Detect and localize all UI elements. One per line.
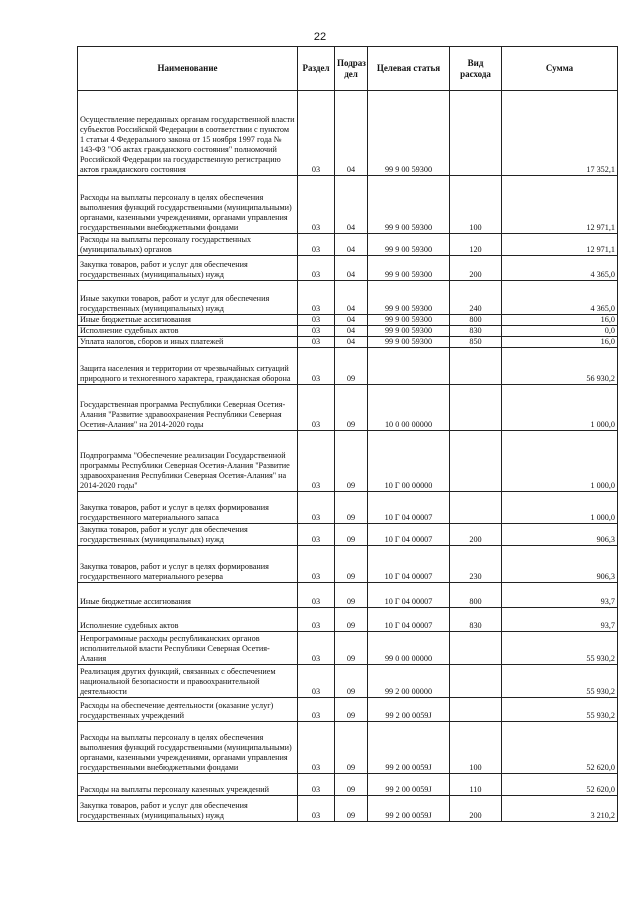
row-name: Реализация других функций, связанных с обеспечением национальной безопасности и правоохранительной деятельности	[78, 665, 298, 698]
row-type	[450, 492, 502, 524]
row-section: 03	[298, 234, 335, 256]
row-target: 99 9 00 59300	[368, 176, 450, 234]
row-target	[368, 348, 450, 385]
row-section: 03	[298, 665, 335, 698]
row-amount: 0,0	[502, 326, 618, 337]
row-subsection: 04	[335, 256, 368, 281]
row-amount: 52 620,0	[502, 774, 618, 796]
budget-table	[77, 46, 618, 822]
row-amount: 52 620,0	[502, 722, 618, 774]
row-amount: 4 365,0	[502, 281, 618, 315]
row-amount: 16,0	[502, 337, 618, 348]
row-section: 03	[298, 632, 335, 665]
row-amount: 12 971,1	[502, 234, 618, 256]
row-target: 99 9 00 59300	[368, 315, 450, 326]
table-row	[78, 665, 618, 698]
row-section: 03	[298, 796, 335, 822]
row-section: 03	[298, 281, 335, 315]
row-type	[450, 385, 502, 431]
row-name: Закупка товаров, работ и услуг для обеспечения государственных (муниципальных) нужд	[78, 524, 298, 546]
header-amount: Сумма	[502, 47, 618, 91]
table-row	[78, 256, 618, 281]
row-amount: 1 000,0	[502, 492, 618, 524]
row-name: Иные закупки товаров, работ и услуг для обеспечения государственных (муниципальных) нужд	[78, 281, 298, 315]
table-row	[78, 608, 618, 632]
row-name: Закупка товаров, работ и услуг для обеспечения государственных (муниципальных) нужд	[78, 256, 298, 281]
row-target: 10 Г 04 00007	[368, 492, 450, 524]
row-section: 03	[298, 91, 335, 176]
row-type: 850	[450, 337, 502, 348]
table-row	[78, 492, 618, 524]
row-name: Расходы на выплаты персоналу казенных учреждений	[78, 774, 298, 796]
row-type: 830	[450, 326, 502, 337]
row-type: 240	[450, 281, 502, 315]
row-section: 03	[298, 583, 335, 608]
row-subsection: 09	[335, 524, 368, 546]
table-row	[78, 431, 618, 492]
row-target: 99 2 00 0059J	[368, 796, 450, 822]
row-subsection: 04	[335, 91, 368, 176]
row-subsection: 09	[335, 385, 368, 431]
row-subsection: 04	[335, 326, 368, 337]
row-amount: 93,7	[502, 583, 618, 608]
table-row	[78, 337, 618, 348]
row-name: Подпрограмма "Обеспечение реализации Государственной программы Республики Северная Осетия-Алания "Развитие здравоохранения Республики Северная Осетия-Алания" на 2014-2020 годы"	[78, 431, 298, 492]
row-target: 99 2 00 0059J	[368, 774, 450, 796]
row-amount: 93,7	[502, 608, 618, 632]
row-target: 99 9 00 59300	[368, 91, 450, 176]
table-row	[78, 698, 618, 722]
row-amount: 12 971,1	[502, 176, 618, 234]
row-name: Осуществление переданных органам государственной власти субъектов Российской Федерации в соответствии с пунктом 1 статьи 4 Федерального закона от 15 ноября 1997 года № 143-ФЗ "Об актах гражданского состояния" полномочий Российской Федерации на государственную регистрацию актов гражданского состояния	[78, 91, 298, 176]
row-type: 100	[450, 176, 502, 234]
row-subsection: 09	[335, 698, 368, 722]
table-row	[78, 281, 618, 315]
row-subsection: 09	[335, 796, 368, 822]
header-subsection: Подраз дел	[335, 47, 368, 91]
row-section: 03	[298, 698, 335, 722]
row-type	[450, 665, 502, 698]
row-target: 99 9 00 59300	[368, 281, 450, 315]
row-name: Расходы на обеспечение деятельности (оказание услуг) государственных учреждений	[78, 698, 298, 722]
header-row	[78, 47, 618, 91]
row-name: Защита населения и территории от чрезвычайных ситуаций природного и техногенного характера, гражданская оборона	[78, 348, 298, 385]
row-section: 03	[298, 315, 335, 326]
row-type: 200	[450, 256, 502, 281]
row-target: 10 Г 04 00007	[368, 608, 450, 632]
table-row	[78, 632, 618, 665]
row-type: 100	[450, 722, 502, 774]
row-subsection: 09	[335, 431, 368, 492]
row-amount: 17 352,1	[502, 91, 618, 176]
row-amount: 16,0	[502, 315, 618, 326]
row-amount: 56 930,2	[502, 348, 618, 385]
row-name: Исполнение судебных актов	[78, 608, 298, 632]
row-name: Расходы на выплаты персоналу в целях обеспечения выполнения функций государственными (муниципальными) органами, казенными учреждениями, органами управления государственными внебюджетными фондами	[78, 722, 298, 774]
row-type: 230	[450, 546, 502, 583]
row-subsection: 09	[335, 348, 368, 385]
row-section: 03	[298, 608, 335, 632]
row-section: 03	[298, 176, 335, 234]
row-type	[450, 348, 502, 385]
row-target: 99 2 00 00000	[368, 665, 450, 698]
row-target: 99 2 00 0059J	[368, 698, 450, 722]
row-amount: 4 365,0	[502, 256, 618, 281]
row-subsection: 04	[335, 315, 368, 326]
row-subsection: 04	[335, 337, 368, 348]
row-subsection: 09	[335, 492, 368, 524]
table-row	[78, 91, 618, 176]
row-name: Непрограммные расходы республиканских органов исполнительной власти Республики Северная Осетия-Алания	[78, 632, 298, 665]
row-name: Расходы на выплаты персоналу в целях обеспечения выполнения функций государственными (муниципальными) органами, казенными учреждениями, органами управления государственными внебюджетными фондами	[78, 176, 298, 234]
row-type: 110	[450, 774, 502, 796]
row-subsection: 04	[335, 281, 368, 315]
row-amount: 55 930,2	[502, 665, 618, 698]
row-type: 200	[450, 796, 502, 822]
table-row	[78, 326, 618, 337]
row-subsection: 09	[335, 546, 368, 583]
row-section: 03	[298, 385, 335, 431]
row-target: 10 Г 04 00007	[368, 583, 450, 608]
table-row	[78, 796, 618, 822]
row-section: 03	[298, 431, 335, 492]
row-amount: 1 000,0	[502, 431, 618, 492]
row-section: 03	[298, 492, 335, 524]
row-subsection: 09	[335, 665, 368, 698]
table-row	[78, 546, 618, 583]
row-name: Закупка товаров, работ и услуг в целях формирования государственного материального резерва	[78, 546, 298, 583]
row-name: Расходы на выплаты персоналу государственных (муниципальных) органов	[78, 234, 298, 256]
row-type	[450, 91, 502, 176]
row-target: 99 9 00 59300	[368, 337, 450, 348]
table-row	[78, 774, 618, 796]
row-section: 03	[298, 546, 335, 583]
row-type: 800	[450, 583, 502, 608]
page-number: 22	[313, 31, 327, 43]
row-type: 830	[450, 608, 502, 632]
header-target: Целевая статья	[368, 47, 450, 91]
row-target: 99 9 00 59300	[368, 256, 450, 281]
row-type: 120	[450, 234, 502, 256]
row-subsection: 09	[335, 632, 368, 665]
row-subsection: 09	[335, 608, 368, 632]
header-type: Вид расхода	[450, 47, 502, 91]
row-amount: 906,3	[502, 524, 618, 546]
row-target: 10 Г 04 00007	[368, 524, 450, 546]
row-name: Закупка товаров, работ и услуг в целях формирования государственного материального запаса	[78, 492, 298, 524]
table-row	[78, 524, 618, 546]
row-type	[450, 431, 502, 492]
row-amount: 906,3	[502, 546, 618, 583]
row-section: 03	[298, 256, 335, 281]
row-amount: 55 930,2	[502, 698, 618, 722]
row-subsection: 04	[335, 234, 368, 256]
row-section: 03	[298, 326, 335, 337]
row-section: 03	[298, 722, 335, 774]
table-row	[78, 234, 618, 256]
row-name: Закупка товаров, работ и услуг для обеспечения государственных (муниципальных) нужд	[78, 796, 298, 822]
row-name: Иные бюджетные ассигнования	[78, 583, 298, 608]
table-row	[78, 348, 618, 385]
row-type: 800	[450, 315, 502, 326]
row-target: 99 0 00 00000	[368, 632, 450, 665]
table-row	[78, 315, 618, 326]
header-section: Раздел	[298, 47, 335, 91]
row-type	[450, 698, 502, 722]
table-row	[78, 385, 618, 431]
row-section: 03	[298, 774, 335, 796]
row-name: Уплата налогов, сборов и иных платежей	[78, 337, 298, 348]
row-subsection: 09	[335, 722, 368, 774]
row-target: 10 Г 04 00007	[368, 546, 450, 583]
table-row	[78, 583, 618, 608]
row-amount: 55 930,2	[502, 632, 618, 665]
row-section: 03	[298, 348, 335, 385]
row-target: 99 2 00 0059J	[368, 722, 450, 774]
header-name: Наименование	[78, 47, 298, 91]
row-target: 10 Г 00 00000	[368, 431, 450, 492]
row-name: Иные бюджетные ассигнования	[78, 315, 298, 326]
row-amount: 1 000,0	[502, 385, 618, 431]
row-section: 03	[298, 524, 335, 546]
row-target: 99 9 00 59300	[368, 326, 450, 337]
row-subsection: 09	[335, 774, 368, 796]
row-amount: 3 210,2	[502, 796, 618, 822]
row-target: 99 9 00 59300	[368, 234, 450, 256]
row-name: Исполнение судебных актов	[78, 326, 298, 337]
row-name: Государственная программа Республики Северная Осетия-Алания "Развитие здравоохранения Республики Северная Осетия-Алания" на 2014-2020 годы	[78, 385, 298, 431]
row-section: 03	[298, 337, 335, 348]
table-row	[78, 722, 618, 774]
row-target: 10 0 00 00000	[368, 385, 450, 431]
row-subsection: 09	[335, 583, 368, 608]
row-type	[450, 632, 502, 665]
row-type: 200	[450, 524, 502, 546]
row-subsection: 04	[335, 176, 368, 234]
table-row	[78, 176, 618, 234]
